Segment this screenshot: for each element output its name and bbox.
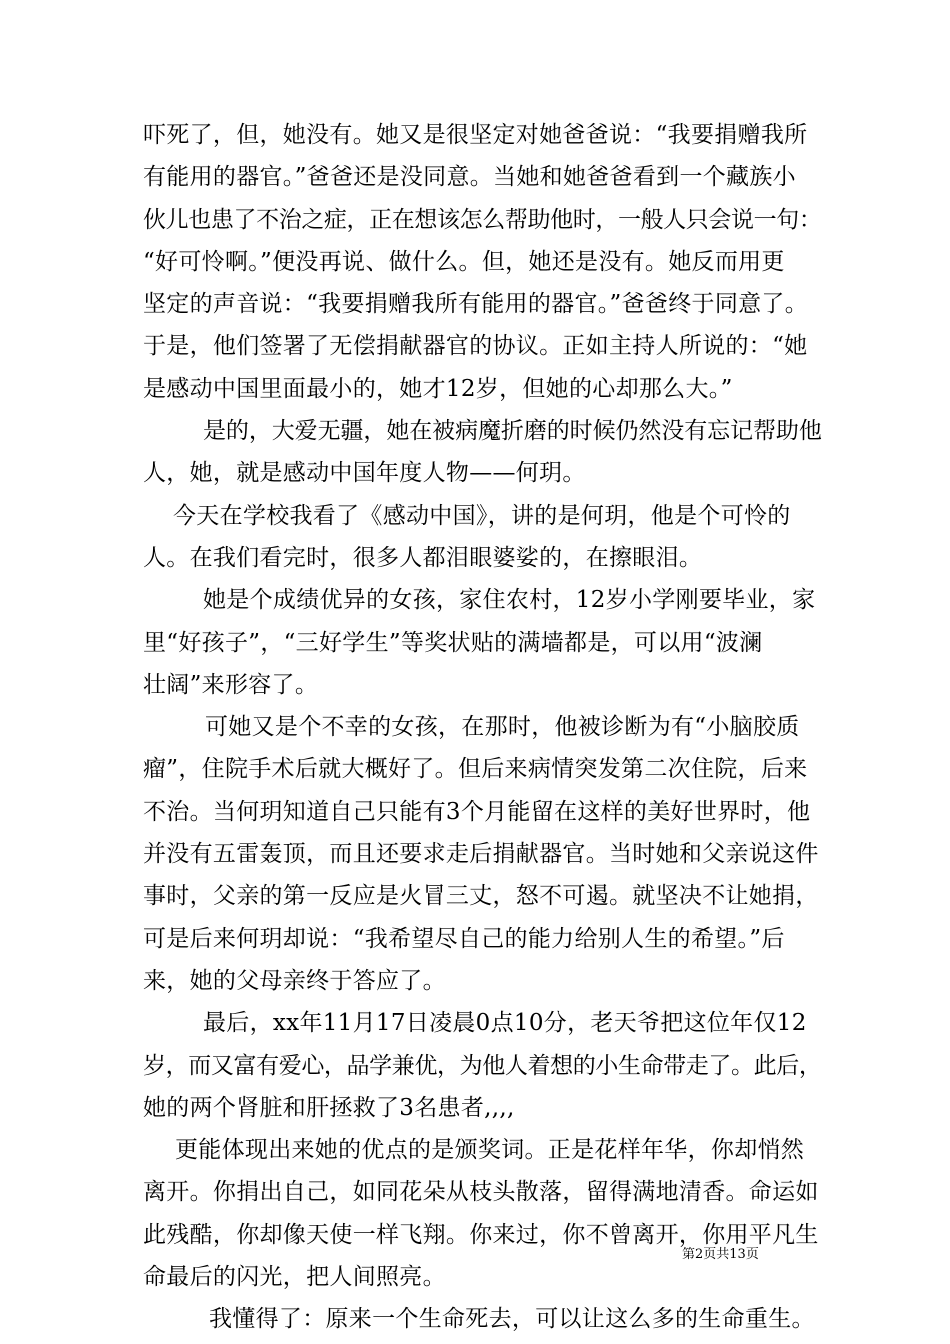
- text-line: “好可怜啊。”便没再说、做什么。但，她还是没有。她反而用更: [143, 248, 785, 275]
- text-line: 伙儿也患了不治之症，正在想该怎么帮助他时，一般人只会说一句：: [143, 206, 822, 233]
- text-line: 此残酷，你却像天使一样飞翔。你来过，你不曾离开，你用平凡生: [143, 1221, 819, 1248]
- text-line: 命最后的闪光，把人间照亮。: [143, 1264, 446, 1291]
- text-line: 最后，xx年11月17日凌晨0点10分，老天爷把这位年仅12: [203, 1010, 807, 1037]
- text-line: 更能体现出来她的优点的是颁奖词。正是花样年华，你却悄然: [175, 1137, 805, 1164]
- text-line: 事时，父亲的第一反应是火冒三丈，怒不可遏。就坚决不让她捐，: [143, 883, 819, 910]
- text-line: 她是个成绩优异的女孩，家住农村，12岁小学刚要毕业，家: [203, 587, 816, 614]
- text-line: 人，她，就是感动中国年度人物——何玥。: [143, 460, 586, 487]
- text-line: 并没有五雷轰顶，而且还要求走后捐献器官。当时她和父亲说这件: [143, 841, 819, 868]
- text-line: 瘤”，住院手术后就大概好了。但后来病情突发第二次住院，后来: [143, 756, 808, 783]
- text-line: 坚定的声音说：“我要捐赠我所有能用的器官。”爸爸终于同意了。: [143, 291, 809, 318]
- text-line: 壮阔”来形容了。: [143, 671, 319, 698]
- text-line: 离开。你捐出自己，如同花朵从枝头散落，留得满地清香。命运如: [143, 1179, 819, 1206]
- document-body: [143, 114, 823, 1341]
- text-line: 可她又是个不幸的女孩，在那时，他被诊断为有“小脑胶质: [205, 714, 800, 741]
- text-line: 吓死了，但，她没有。她又是很坚定对她爸爸说：“我要捐赠我所: [143, 122, 808, 148]
- page-number: 第2页共13页: [682, 1247, 759, 1262]
- text-line: 是的，大爱无疆，她在被病魔折磨的时候仍然没有忘记帮助他: [203, 418, 822, 445]
- text-line: 里“好孩子”，“三好学生”等奖状贴的满墙都是，可以用“波澜: [143, 629, 763, 656]
- text-line: 是感动中国里面最小的，她才12岁，但她的心却那么大。”: [143, 375, 733, 402]
- text-line: 来，她的父母亲终于答应了。: [143, 967, 446, 994]
- text-line: 有能用的器官。”爸爸还是没同意。当她和她爸爸看到一个藏族小: [143, 164, 796, 191]
- text-line: 岁，而又富有爱心，品学兼优，为他人着想的小生命带走了。此后，: [143, 1052, 822, 1079]
- text-line: 可是后来何玥却说：“我希望尽自己的能力给别人生的希望。”后: [143, 925, 785, 952]
- text-line: 我懂得了：原来一个生命死去，可以让这么多的生命重生。: [209, 1306, 815, 1333]
- text-line: 她的两个肾脏和肝拯救了3名患者,,,,: [143, 1094, 515, 1121]
- text-line: 今天在学校我看了《感动中国》，讲的是何玥，他是个可怜的: [173, 502, 791, 529]
- text-line: 不治。当何玥知道自己只能有3个月能留在这样的美好世界时，他: [143, 798, 811, 825]
- text-line: 于是，他们签署了无偿捐献器官的协议。正如主持人所说的：“她: [143, 333, 808, 360]
- text-line: 人。在我们看完时，很多人都泪眼婆娑的，在擦眼泪。: [143, 544, 703, 571]
